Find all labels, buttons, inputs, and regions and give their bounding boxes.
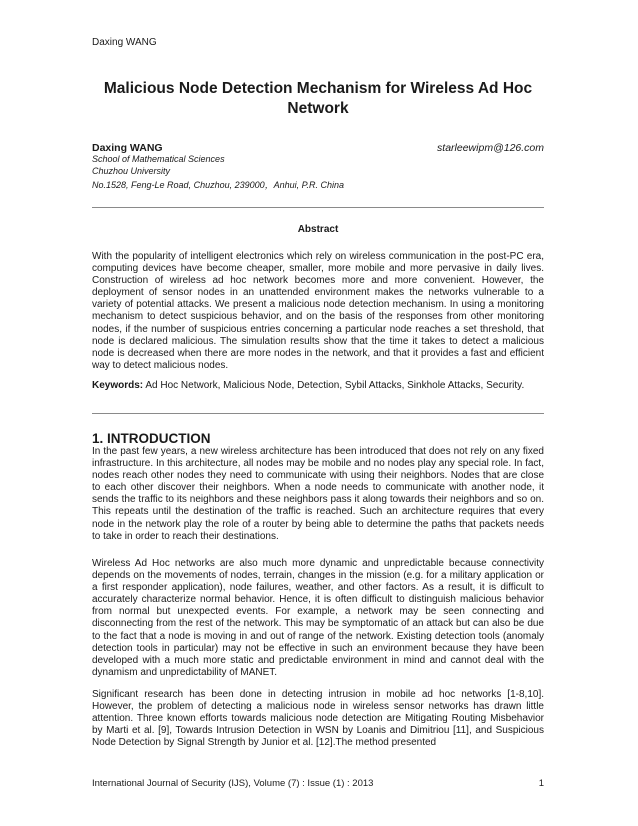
author-name: Daxing WANG [92, 142, 163, 154]
section-heading-introduction: 1. INTRODUCTION [92, 431, 211, 446]
footer-journal: International Journal of Security (IJS), Volume (7) : Issue (1) : 2013 [92, 778, 374, 789]
abstract-heading: Abstract [297, 224, 339, 235]
paper-title: Malicious Node Detection Mechanism for Wireless Ad Hoc Network [103, 80, 533, 117]
abstract-text: With the popularity of intelligent electronics which rely on wireless communication in the post-PC era, computing devices have become cheaper, smaller, more mobile and more pervasive in daily lives. Construction of wireless ad hoc network becomes more and more convenient. However, the deployment of sensor nodes in an unattended environment makes the networks vulnerable to a variety of potential attacks. We present a malicious node detection mechanism. In using a monitoring mechanism to detect suspicious behavior, and on the basis of the responses from other monitoring nodes, if the number of suspicious entries concerning a particular node reaches a set threshold, that node is declared malicious. The simulation results show that the time it takes to detect a malicious node is decreased when there are more nodes in the network, and that it provides a fast and efficient way to detect malicious nodes. [92, 251, 544, 371]
author-address: No.1528, Feng-Le Road, Chuzhou, 239000，Anhui, P.R. China [92, 180, 345, 190]
running-head: Daxing WANG [92, 37, 157, 48]
intro-paragraph: Significant research has been done in detecting intrusion in mobile ad hoc networks [1-8,10]. However, the problem of detecting a malicious node in wireless sensor networks has drawn little attention. Three known efforts towards malicious node detection are Mitigating Routing Misbehavior by Marti et al. [9], Towards Intrusion Detection in WSN by Loanis and Dimitriou [11], and Suspicious Node Detection by Signal Strength by Junior et al. [12].The method presented [92, 689, 544, 749]
keywords-text: Ad Hoc Network, Malicious Node, Detection, Sybil Attacks, Sinkhole Attacks, Security. [145, 380, 525, 391]
divider-bottom [92, 413, 544, 414]
author-affiliation-university: Chuzhou University [92, 166, 171, 176]
divider-top [92, 207, 544, 208]
intro-paragraph: Wireless Ad Hoc networks are also much more dynamic and unpredictable because connectivity depends on the movements of nodes, terrain, changes in the mission (e.g. for a military application or a first responder application), node failures, weather, and other factors. As a result, it is difficult to accurately characterize normal behavior. Hence, it is often difficult to distinguish malicious behavior from normal but unexpected events. For example, a network may be seen connecting and disconnecting from the rest of the network. This may be symptomatic of an attack but can also be due to the fact that a node is moving in and out of range of the network. Existing detection tools (anomaly detection tools in particular) may not be effective in such an environment because they have been developed with a much more static and predictable environment in mind and cannot deal with the dynamism and unpredictability of MANET. [92, 558, 544, 678]
page-number: 1 [538, 778, 544, 789]
author-affiliation-school: School of Mathematical Sciences [92, 154, 225, 164]
keywords-label: Keywords: [92, 380, 144, 391]
keywords [92, 380, 544, 392]
author-email: starleewipm@126.com [437, 142, 544, 154]
intro-paragraph: In the past few years, a new wireless architecture has been introduced that does not rely on any fixed infrastructure. In this architecture, all nodes may be mobile and no nodes play any special role. In fact, nodes reach other nodes they need to communicate with using their neighbors. Nodes that are close to each other discover their neighbors. When a node needs to communicate with another node, it sends the traffic to its neighbors and these neighbors pass it along towards their neighbors and so on. This repeats until the destination of the traffic is reached. Such an architecture requires that every node in the network play the role of a router by being able to determine the paths that packets needs to take in order to reach their destinations. [92, 446, 544, 542]
